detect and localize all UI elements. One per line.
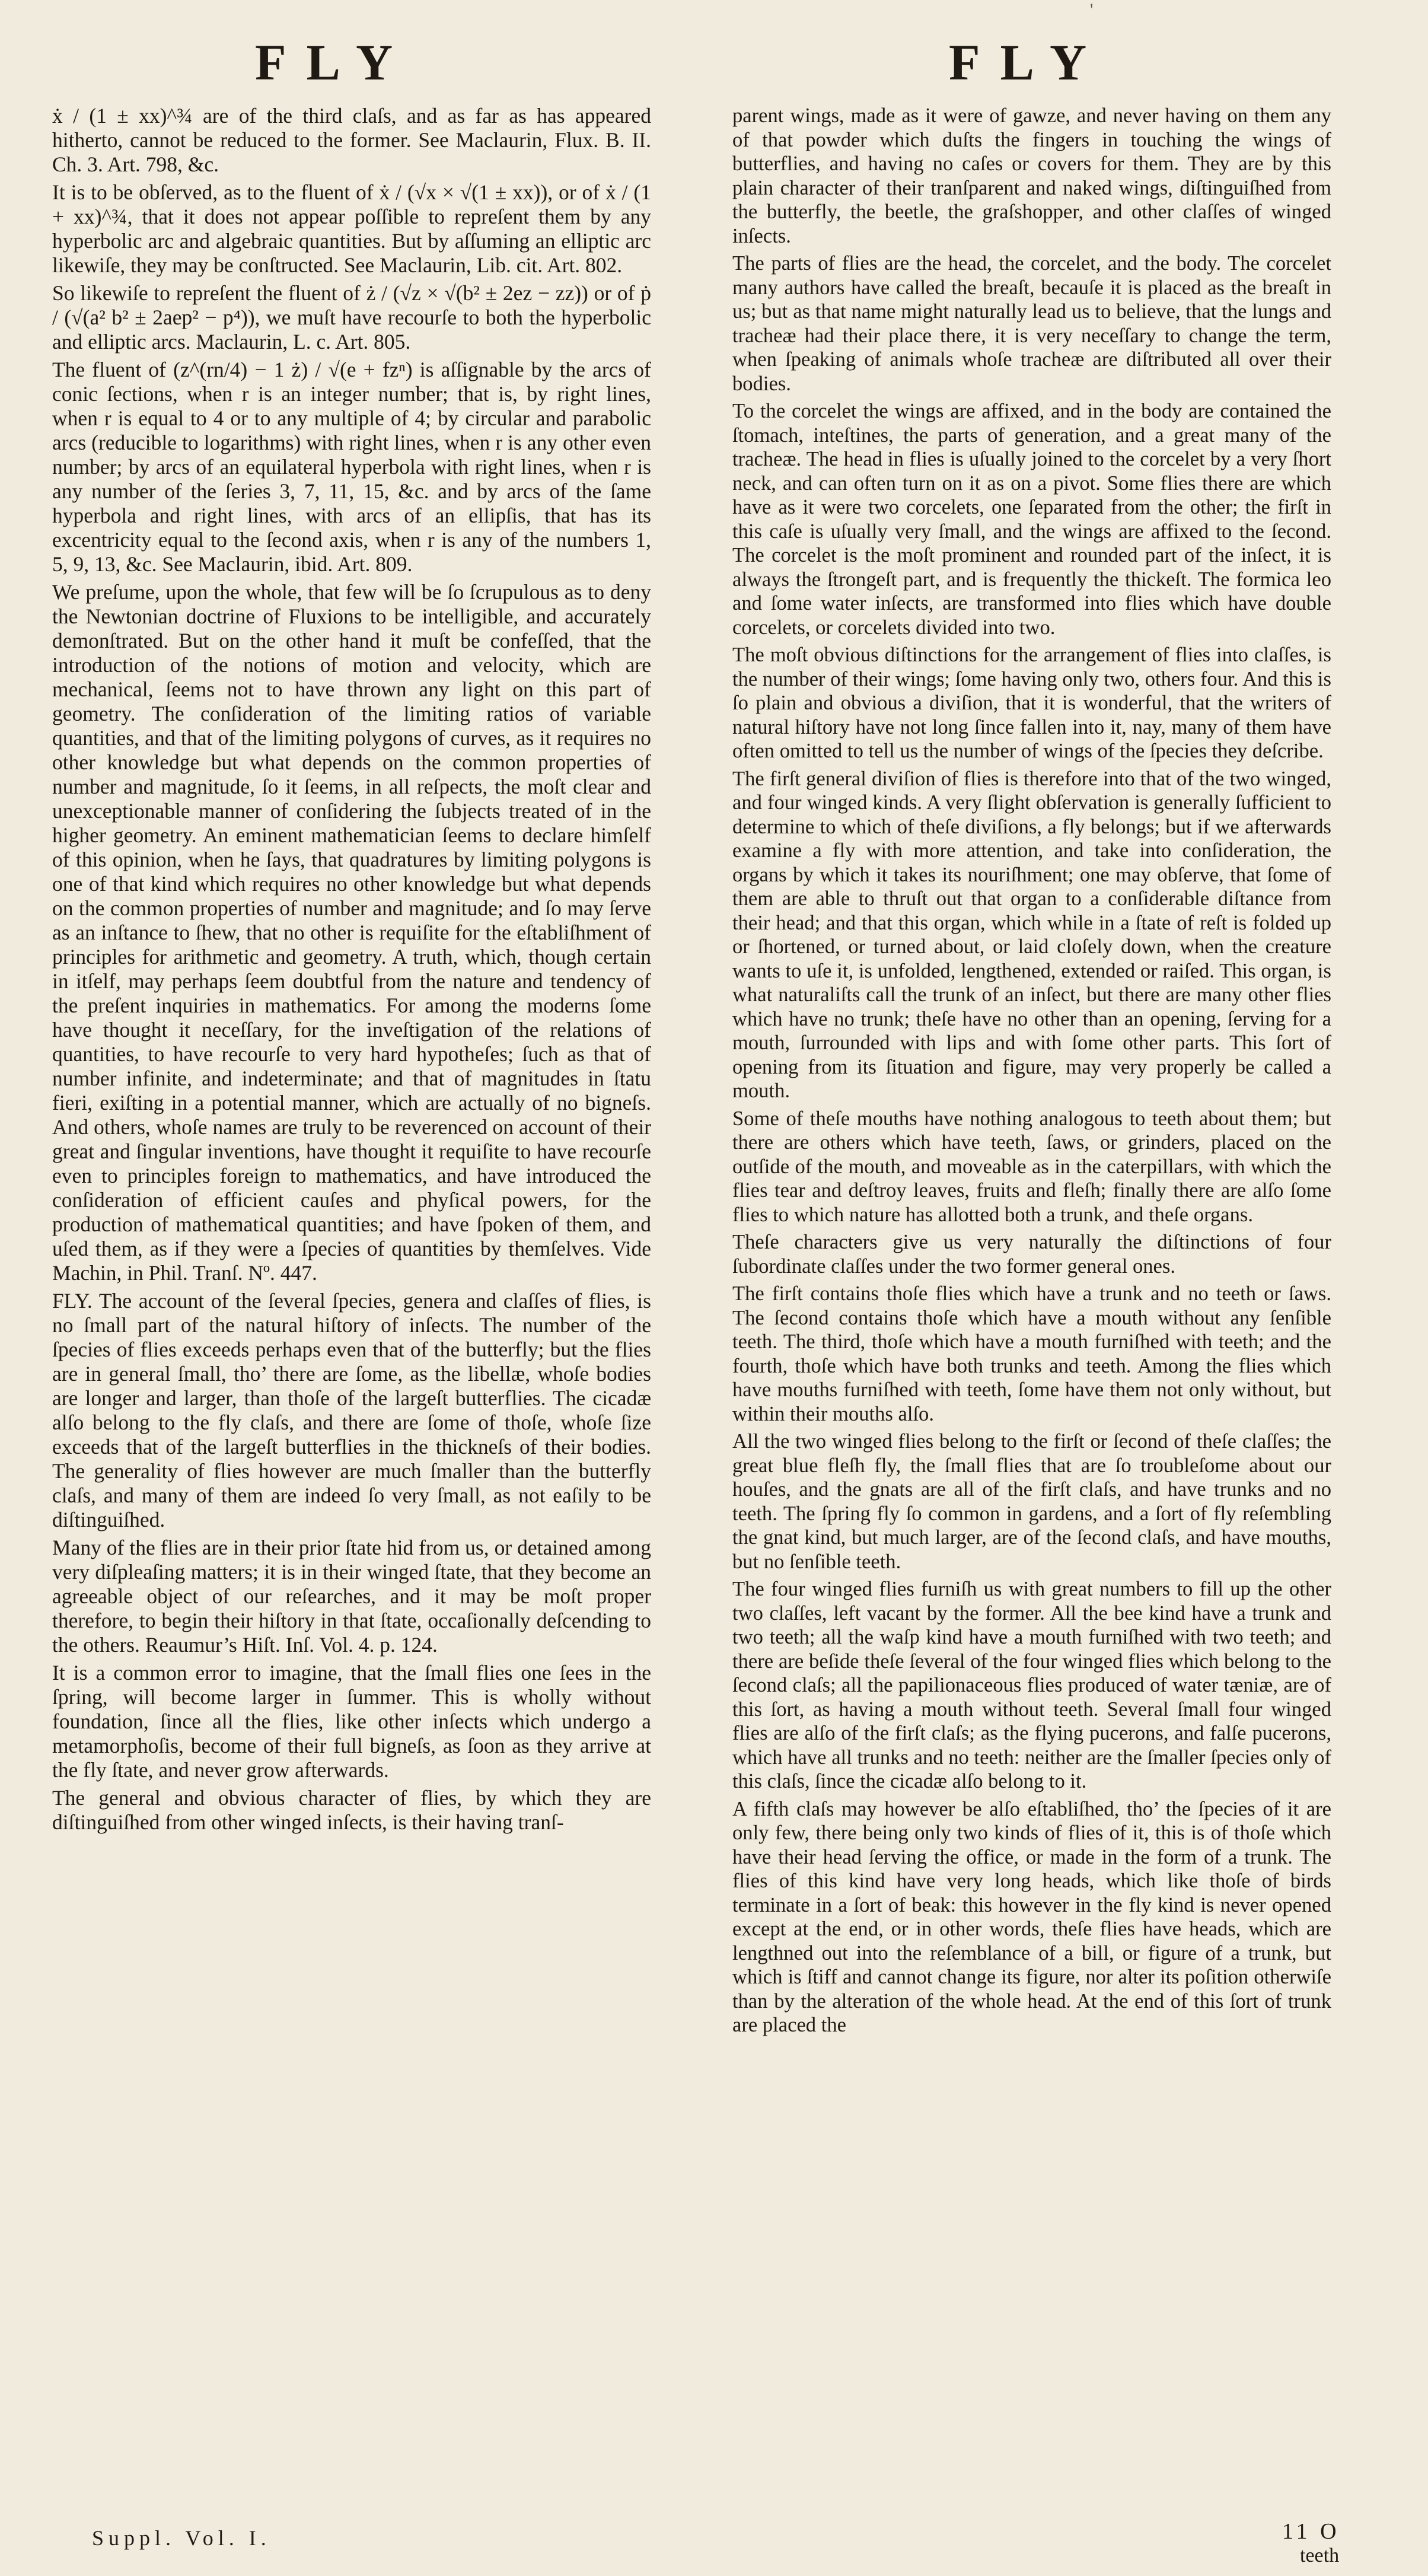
- paragraph: It is to be obſerved, as to the fluent of ẋ / (√x × √(1 ± xx)), or of ẋ / (1 + xx)^¾, that it does not appear poſſible to repreſent them by any hyperbolic arc and algebraic quantities. But by aſſuming an elliptic arc likewiſe, they may be conſtructed. See Maclaurin, Lib. cit. Art. 802.: [52, 180, 651, 277]
- running-head-right: FLY: [949, 34, 1107, 91]
- paragraph: A fifth claſs may however be alſo eſtabliſhed, tho’ the ſpecies of it are only few, there being only two kinds of flies of it, this is of thoſe which have their head ſerving the office, or made in the form of a trunk. The flies of this kind have very long heads, which like thoſe of birds terminate in a ſort of beak: this however in the fly kind is never opened except at the end, or in other words, theſe flies have heads, which are lengthned out into the reſemblance of a bill, or figure of a trunk, but which is ſtiff and cannot change its figure, nor alter its poſition otherwiſe than by the alteration of the whole head. At the end of this ſort of trunk are placed the: [732, 1797, 1331, 2036]
- paragraph: The moſt obvious diſtinctions for the arrangement of flies into claſſes, is the number of their wings; ſome having only two, others four. And this is ſo plain and obvious a diviſion, that it is wonderful, that the writers of natural hiſtory have not long ſince fallen into it, nay, many of them have often omitted to tell us the number of wings of the ſpecies they deſcribe.: [732, 644, 1331, 762]
- paragraph: The firſt contains thoſe flies which have a trunk and no teeth or ſaws. The ſecond contains thoſe which have a mouth without any ſenſible teeth. The third, thoſe which have a mouth furniſhed with teeth; and the fourth, thoſe which have both trunks and teeth. Among the flies which have mouths furniſhed with teeth, ſome have them not only without, but within their mouths alſo.: [732, 1282, 1331, 1425]
- paragraph: The parts of flies are the head, the corcelet, and the body. The corcelet many authors have called the breaſt, becauſe it is placed as the breaſt in us; but as that name might naturally lead us to believe, that the lungs and tracheæ had their place there, it is very neceſſary to change the term, when ſpeaking of animals whoſe tracheæ are diſtributed all over their bodies.: [732, 252, 1331, 395]
- gathering-mark: 11 O: [1282, 2519, 1340, 2544]
- paragraph: ẋ / (1 ± xx)^¾ are of the third claſs, and as far as has appeared hitherto, cannot be reduced to the former. See Maclaurin, Flux. B. II. Ch. 3. Art. 798, &c.: [52, 104, 651, 176]
- catchword: teeth: [1300, 2545, 1340, 2567]
- paragraph: Many of the flies are in their prior ſtate hid from us, or detained among very diſpleaſing matters; it is in their winged ſtate, that they become an agreeable object of our reſearches, and it may be moſt proper therefore, to begin their hiſtory in that ſtate, occaſionally deſcending to the others. Reaumur’s Hiſt. Inſ. Vol. 4. p. 124.: [52, 1536, 651, 1657]
- paragraph: The firſt general diviſion of flies is therefore into that of the two winged, and four winged kinds. A very ſlight obſervation is generally ſufficient to determine to which of theſe diviſions, a fly belongs; but if we afterwards examine a fly with more attention, and take into conſideration, the organs by which it takes its nouriſhment; one may obſerve, that ſome of them are able to thruſt out that organ to a conſiderable diſtance from their head; and that this organ, which while in a ſtate of reſt is folded up or ſhortened, or turned about, or laid cloſely down, when the creature wants to uſe it, is unfolded, lengthened, extended or raiſed. This organ, is what naturaliſts call the trunk of an inſect, but there are many other flies which have no trunk; theſe have no other than an opening, ſerving for a mouth, ſurrounded with lips and with ſome other parts. This ſort of opening from its ſituation and figure, may very properly be called a mouth.: [732, 767, 1331, 1102]
- paragraph: The four winged flies furniſh us with great numbers to fill up the other two claſſes, left vacant by the former. All the bee kind have a trunk and two teeth; all the waſp kind have a mouth furniſhed with two teeth; and there are beſide theſe ſeveral of the four winged flies which belong to the ſecond claſs; all the papilionaceous flies produced of water tæniæ, are of this ſort, as having a mouth without teeth. Several ſmall four winged flies are alſo of the firſt claſs; as the flying pucerons, and falſe pucerons, which have all trunks and no teeth: neither are the ſmaller ſpecies only of this claſs, ſince the cicadæ alſo belong to it.: [732, 1578, 1331, 1792]
- signature-mark: Suppl. Vol. I.: [92, 2526, 271, 2550]
- paragraph: Some of theſe mouths have nothing analogous to teeth about them; but there are others which have teeth, ſaws, or grinders, placed on the outſide of the mouth, and moveable as in the caterpillars, with which the flies tear and deſtroy leaves, fruits and fleſh; finally there are alſo ſome flies to which nature has allotted both a trunk, and theſe organs.: [732, 1107, 1331, 1226]
- paragraph: FLY. The account of the ſeveral ſpecies, genera and claſſes of flies, is no ſmall part of the natural hiſtory of inſects. The number of the ſpecies of flies exceeds perhaps even that of the butterfly; but the flies are in general ſmall, tho’ there are ſome, as the libellæ, whoſe bodies are longer and larger, than thoſe of the largeſt butterflies. The cicadæ alſo belong to the fly claſs, and there are ſome of thoſe, whoſe ſize exceeds that of the largeſt butterflies in the thickneſs of their bodies. The generality of flies however are much ſmaller than the butterfly claſs, and many of them are indeed ſo very ſmall, as not eaſily to be diſtinguiſhed.: [52, 1289, 651, 1531]
- left-column: [52, 104, 651, 1838]
- running-head-left: FLY: [255, 34, 413, 91]
- paragraph: It is a common error to imagine, that the ſmall flies one ſees in the ſpring, will become larger in ſummer. This is wholly without foundation, ſince all the flies, like other inſects which undergo a metamorphoſis, become of their full bigneſs, as ſoon as they arrive at the fly ſtate, and never grow afterwards.: [52, 1661, 651, 1782]
- paragraph: parent wings, made as it were of gawze, and never having on them any of that powder which duſts the fingers in touching the wings of butterflies, and having no caſes or covers for them. They are by this plain character of their tranſparent and naked wings, diſtinguiſhed from the butterfly, the beetle, the graſshopper, and other claſſes of winged inſects.: [732, 104, 1331, 247]
- right-column: [732, 104, 1331, 2041]
- paragraph: We preſume, upon the whole, that few will be ſo ſcrupulous as to deny the Newtonian doctrine of Fluxions to be intelligible, and accurately demonſtrated. But on the other hand it muſt be confeſſed, that the introduction of the notions of motion and velocity, which are mechanical, ſeems not to have thrown any light on this part of geometry. The conſideration of the limiting ratios of variable quantities, and that of the limiting polygons of curves, as it requires no other knowledge but what depends on the common properties of number and magnitude, ſo it ſeems, in all reſpects, the moſt clear and unexceptionable manner of conſidering the ſubjects treated of in the higher geometry. An eminent mathematician ſeems to declare himſelf of this opinion, when he ſays, that quadratures by limiting polygons is one of that kind which requires no other knowledge but what depends on the common properties of number and magnitude; and ſo may ſerve as an inſtance to ſhew, that no other is requiſite for the eſtabliſhment of principles for arithmetic and geometry. A truth, which, though certain in itſelf, may perhaps ſeem doubtful from the nature and tendency of the preſent inquiries in mathematics. For among the moderns ſome have thought it neceſſary, for the inveſtigation of the relations of quantities, to have recourſe to very hard hypotheſes; ſuch as that of number infinite, and indeterminate; and that of magnitudes in ſtatu fieri, exiſting in a potential manner, which are actually of no bigneſs. And others, whoſe names are truly to be reverenced on account of their great and ſingular inventions, have thought it requiſite to have recourſe even to principles foreign to mathematics, and have introduced the conſideration of efficient cauſes and phyſical powers, for the production of mathematical quantities; and have ſpoken of them, and uſed them, as if they were a ſpecies of quantities by themſelves. Vide Machin, in Phil. Tranſ. Nº. 447.: [52, 580, 651, 1285]
- paragraph: So likewiſe to repreſent the fluent of ż / (√z × √(b² ± 2ez − zz)) or of ṗ / (√(a² b² ± 2aep² − p⁴)), we muſt have recourſe to both the hyperbolic and elliptic arcs. Maclaurin, L. c. Art. 805.: [52, 281, 651, 354]
- paragraph: Theſe characters give us very naturally the diſtinctions of four ſubordinate claſſes under the two former general ones.: [732, 1231, 1331, 1278]
- paragraph: The general and obvious character of flies, by which they are diſtinguiſhed from other winged inſects, is their having tranſ-: [52, 1786, 651, 1834]
- paragraph: The fluent of (z^(rn/4) − 1 ż) / √(e + fzⁿ) is aſſignable by the arcs of conic ſections, when r is an integer number; that is, by right lines, when r is equal to 4 or to any multiple of 4; by circular and parabolic arcs (reducible to logarithms) with right lines, when r is any other even number; by arcs of an equilateral hyperbola with right lines, when r is any number of the ſeries 3, 7, 11, 15, &c. and by arcs of the ſame hyperbola and right lines, with arcs of an ellipſis, that has its excentricity equal to the ſecond axis, when r is any of the numbers 1, 5, 9, 13, &c. See Maclaurin, ibid. Art. 809.: [52, 358, 651, 576]
- paragraph: To the corcelet the wings are affixed, and in the body are contained the ſtomach, inteſtines, the parts of generation, and a great many of the tracheæ. The head in flies is uſually joined to the corcelet by a very ſhort neck, and can often turn on it as on a pivot. Some flies there are which have as it were two corcelets, one ſeparated from the other; the firſt in this caſe is uſually very ſmall, and the wings are affixed to the ſecond. The corcelet is the moſt prominent and rounded part of the inſect, it is always the ſtrongeſt part, and is frequently the thickeſt. The formica leo and ſome water inſects, are transformed into flies which have double corcelets, or corcelets divided into two.: [732, 400, 1331, 639]
- paragraph: All the two winged flies belong to the firſt or ſecond of theſe claſſes; the great blue fleſh fly, the ſmall flies that are ſo troubleſome about our houſes, and the gnats are all of the firſt claſs, and have trunks and no teeth. The ſpring fly ſo common in gardens, and a ſort of fly reſembling the gnat kind, but much larger, are of the ſecond claſs, and have mouths, but no ſenſible teeth.: [732, 1430, 1331, 1573]
- corner-mark: ': [1090, 0, 1094, 20]
